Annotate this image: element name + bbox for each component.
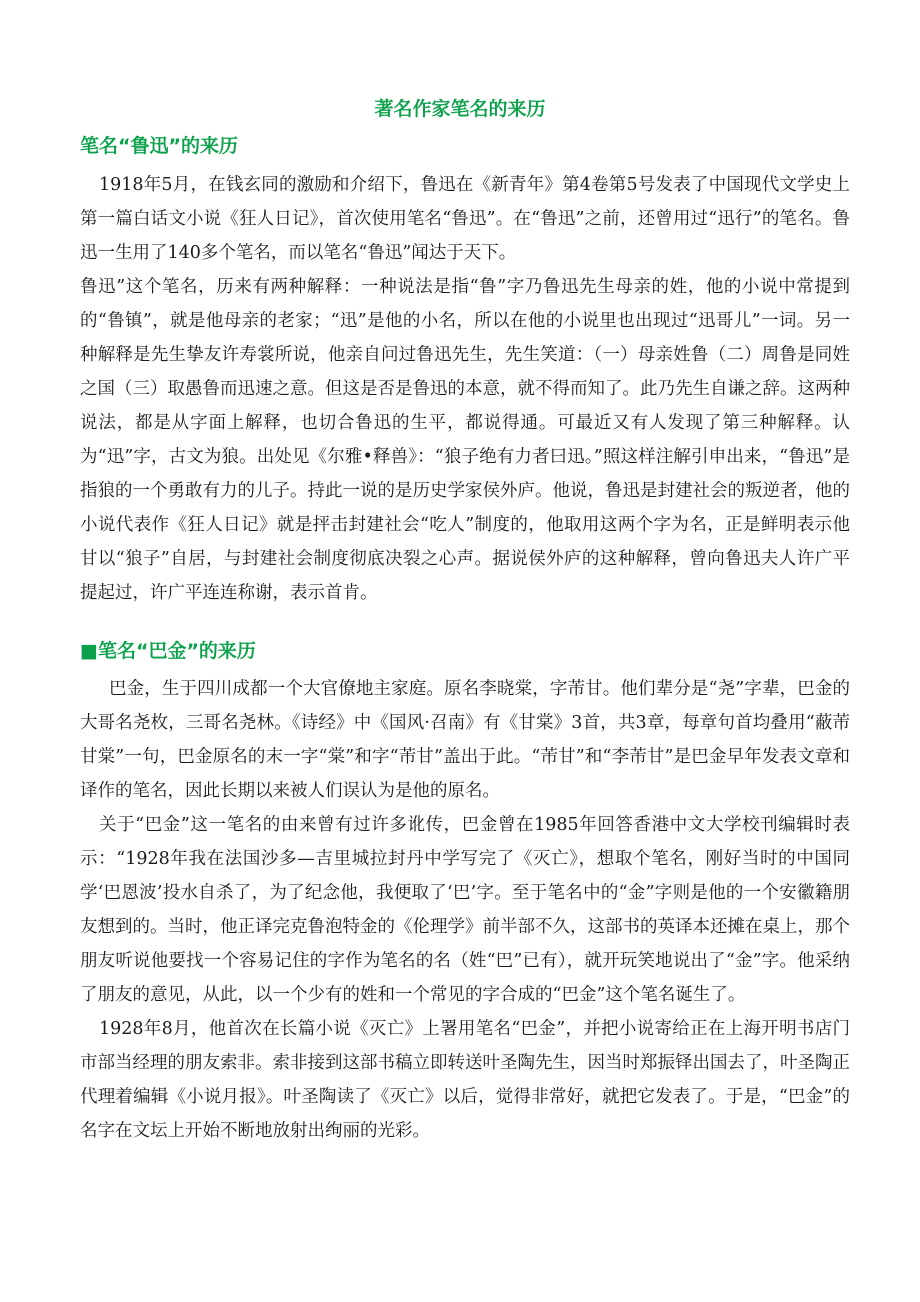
- section-heading-bajin: ■笔名“巴金”的来历: [80, 640, 256, 662]
- paragraph: 巴金，生于四川成都一个大官僚地主家庭。原名李晓棠，字芾甘。他们辈分是“尧”字辈，巴金的大哥名尧枚，三哥名尧林。《诗经》中《国风·召南》有《甘棠》3首，共3章，每章句首均叠用“蔽芾甘棠”一句，巴金原名的末一字“棠”和字“芾甘”盖出于此。“芾甘”和“李芾甘”是巴金早年发表文章和译作的笔名，因此长期以来被人们误认为是他的原名。: [80, 679, 850, 801]
- section-body-luxun: [80, 168, 850, 610]
- paragraph: 1928年8月，他首次在长篇小说《灭亡》上署用笔名“巴金”，并把小说寄给正在上海开明书店门市部当经理的朋友索非。索非接到这部书稿立即转送叶圣陶先生，因当时郑振铎出国去了，叶圣陶正代理着编辑《小说月报》。叶圣陶读了《灭亡》以后，觉得非常好，就把它发表了。于是，“巴金”的名字在文坛上开始不断地放射出绚丽的光彩。: [80, 1019, 850, 1141]
- paragraph: 关于“巴金”这一笔名的由来曾有过许多讹传，巴金曾在1985年回答香港中文大学校刊编辑时表示：“1928年我在法国沙多—吉里城拉封丹中学写完了《灭亡》，想取个笔名，刚好当时的中国同学‘巴恩波’投水自杀了，为了纪念他，我便取了‘巴’字。至于笔名中的“金”字则是他的一个安徽籍朋友想到的。当时，他正译完克鲁泡特金的《伦理学》前半部不久，这部书的英译本还摊在桌上，那个朋友听说他要找一个容易记住的字作为笔名的名（姓“巴”已有），就开玩笑地说出了“金”字。他采纳了朋友的意见，从此，以一个少有的姓和一个常见的字合成的“巴金”这个笔名诞生了。: [80, 815, 850, 1005]
- document-title: 著名作家笔名的来历: [374, 98, 546, 120]
- section-body-bajin: [80, 672, 850, 1148]
- section-heading-luxun: 笔名“鲁迅”的来历: [80, 135, 238, 157]
- paragraph: 1918年5月，在钱玄同的激励和介绍下，鲁迅在《新青年》第4卷第5号发表了中国现代文学史上第一篇白话文小说《狂人日记》，首次使用笔名“鲁迅”。在“鲁迅”之前，还曾用过“迅行”的笔名。鲁迅一生用了140多个笔名，而以笔名“鲁迅”闻达于天下。: [80, 175, 850, 263]
- paragraph: 鲁迅”这个笔名，历来有两种解释：一种说法是指“鲁”字乃鲁迅先生母亲的姓，他的小说中常提到的“鲁镇”，就是他母亲的老家；“迅”是他的小名，所以在他的小说里也出现过“迅哥儿”一词。另一种解释是先生挚友许寿裳所说，他亲自问过鲁迅先生，先生笑道：（一）母亲姓鲁（二）周鲁是同姓之国（三）取愚鲁而迅速之意。但这是否是鲁迅的本意，就不得而知了。此乃先生自谦之辞。这两种说法，都是从字面上解释，也切合鲁迅的生平，都说得通。可最近又有人发现了第三种解释。认为“迅”字，古文为狼。出处见《尔雅•释兽》：“狼子绝有力者曰迅。”照这样注解引申出来，“鲁迅”是指狼的一个勇敢有力的儿子。持此一说的是历史学家侯外庐。他说，鲁迅是封建社会的叛逆者，他的小说代表作《狂人日记》就是抨击封建社会“吃人”制度的，他取用这两个字为名，正是鲜明表示他甘以“狼子”自居，与封建社会制度彻底决裂之心声。据说侯外庐的这种解释，曾向鲁迅夫人许广平提起过，许广平连连称谢，表示首肯。: [80, 277, 850, 603]
